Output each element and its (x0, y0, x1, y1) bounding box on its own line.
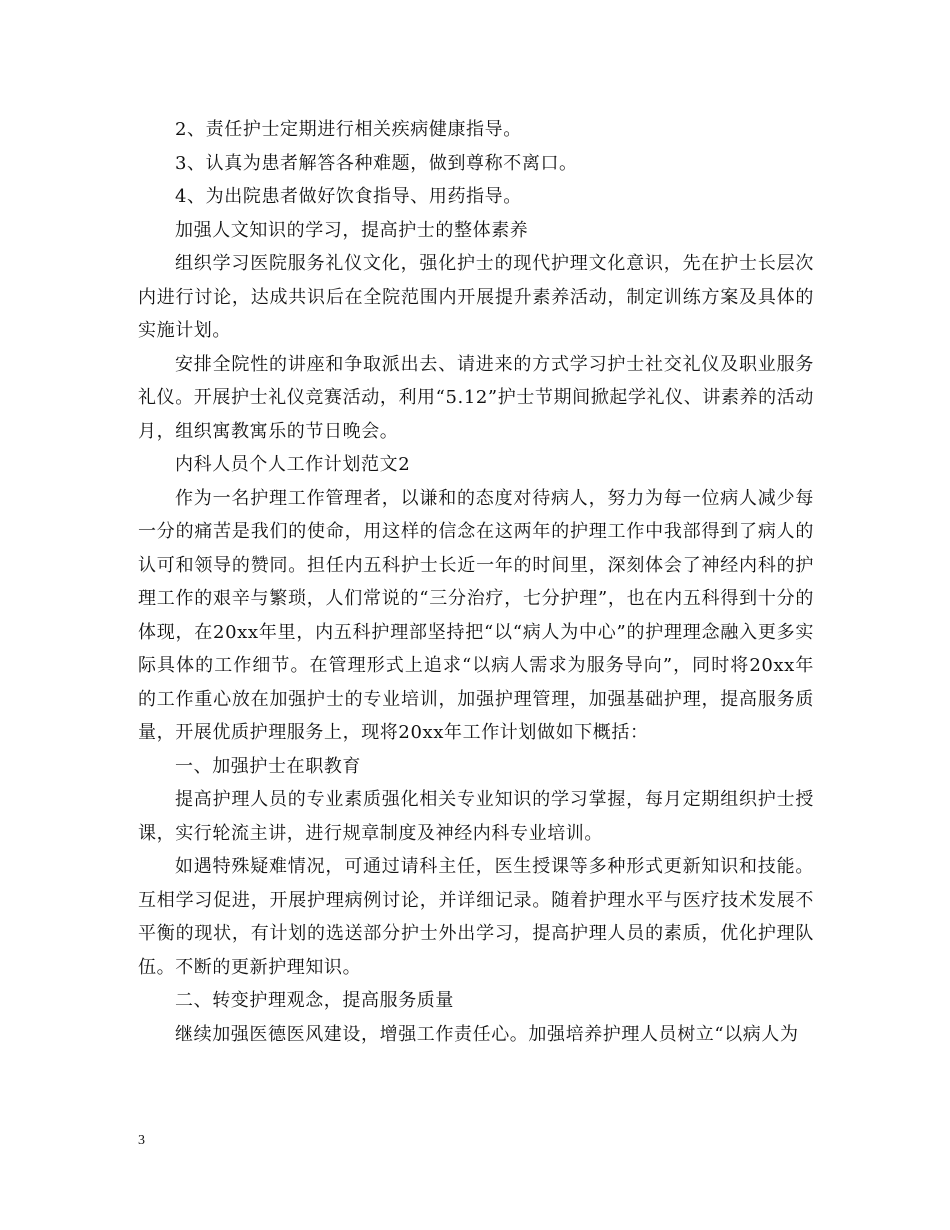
page-number: 3 (138, 1133, 145, 1148)
section-heading: 内科人员个人工作计划范文2 (175, 454, 411, 475)
paragraph: 安排全院性的讲座和争取派出去、请进来的方式学习护士社交礼仪及职业服务礼仪。开展护士礼仪竞赛活动，利用“5.12”护士节期间掀起学礼仪、讲素养的活动月，组织寓教寓乐的节日晚会。 (138, 353, 814, 442)
paragraph: 作为一名护理工作管理者，以谦和的态度对待病人，努力为每一位病人减少每一分的痛苦是我们的使命，用这样的信念在这两年的护理工作中我部得到了病人的认可和领导的赞同。担任内五科护士长近一年的时间里，深刻体会了神经内科的护理工作的艰辛与繁琐，人们常说的“三分治疗，七分护理”，也在内五科得到十分的体现，在20xx年里，内五科护理部坚持把“以“病人为中心”的护理理念融入更多实际具体的工作细节。在管理形式上追求“以病人需求为服务导向”，同时将20xx年的工作重心放在加强护士的专业培训，加强护理管理，加强基础护理，提高服务质量，开展优质护理服务上，现将20xx年工作计划做如下概括： (138, 487, 814, 743)
paragraph: 继续加强医德医风建设，增强工作责任心。加强培养护理人员树立“以病人为 (175, 1023, 799, 1045)
paragraph: 如遇特殊疑难情况，可通过请科主任，医生授课等多种形式更新知识和技能。互相学习促进，开展护理病例讨论，并详细记录。随着护理水平与医疗技术发展不平衡的现状，有计划的选送部分护士外出学习，提高护理人员的素质，优化护理队伍。不断的更新护理知识。 (138, 856, 814, 978)
document-body (138, 113, 814, 1051)
paragraph: 组织学习医院服务礼仪文化，强化护士的现代护理文化意识，先在护士长层次内进行讨论，达成共识后在全院范围内开展提升素养活动，制定训练方案及具体的实施计划。 (138, 253, 814, 341)
section-heading: 加强人文知识的学习，提高护士的整体素养 (175, 219, 529, 241)
paragraph: 2、责任护士定期进行相关疾病健康指导。 (175, 119, 522, 140)
paragraph: 3、认真为患者解答各种难题，做到尊称不离口。 (175, 152, 578, 174)
section-heading: 二、转变护理观念，提高服务质量 (175, 990, 454, 1011)
paragraph: 4、为出院患者做好饮食指导、用药指导。 (175, 186, 522, 207)
paragraph: 提高护理人员的专业素质强化相关专业知识的学习掌握，每月定期组织护士授课，实行轮流主讲，进行规章制度及神经内科专业培训。 (138, 789, 814, 844)
section-heading: 一、加强护士在职教育 (175, 755, 361, 777)
